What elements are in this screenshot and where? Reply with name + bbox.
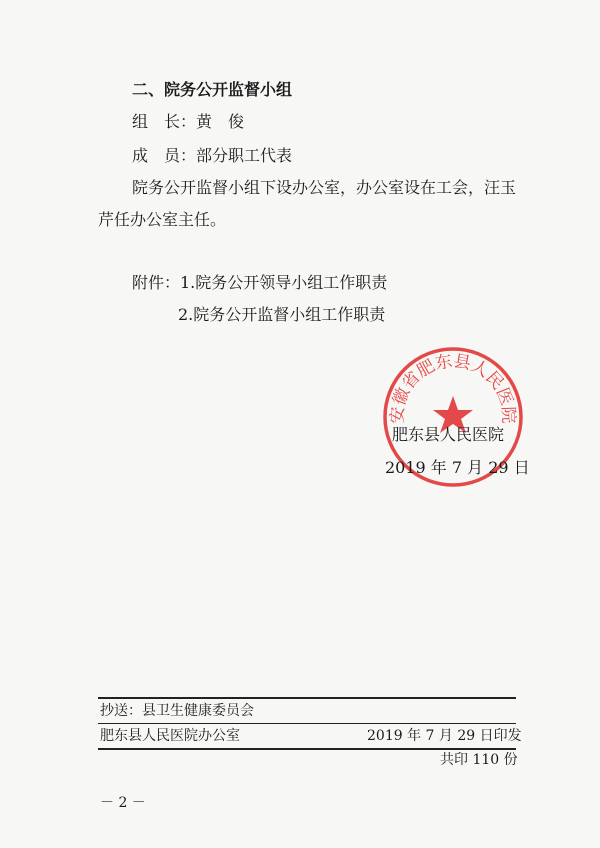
issue-date: 2019 年 7 月 29 日印发 [367, 728, 522, 744]
issuer: 肥东县人民医院办公室 [100, 728, 240, 744]
paragraph-line-1: 院务公开监督小组下设办公室，办公室设在工会，汪玉 [132, 178, 517, 197]
attachment-item-1: 附件：1.院务公开领导小组工作职责 [132, 273, 388, 292]
footer-middle-rule [98, 723, 516, 724]
leader-line: 组 长：黄 俊 [132, 112, 245, 131]
footer-bottom-rule [98, 748, 516, 750]
attachment-item-2: 2.院务公开监督小组工作职责 [178, 305, 386, 324]
copies-count: 共印 110 份 [440, 752, 518, 768]
page-number: － 2 － [100, 795, 146, 811]
paragraph-line-2: 芹任办公室主任。 [98, 210, 227, 229]
seal-ring-text: 安徽省肥东县人民医院 [387, 351, 519, 424]
cc-line: 抄送：县卫生健康委员会 [100, 703, 254, 719]
signature-org: 肥东县人民医院 [392, 425, 505, 444]
signature-date: 2019 年 7 月 29 日 [385, 458, 530, 477]
footer-top-rule [98, 697, 516, 699]
section-heading: 二、院务公开监督小组 [132, 80, 293, 99]
members-line: 成 员：部分职工代表 [132, 146, 293, 165]
